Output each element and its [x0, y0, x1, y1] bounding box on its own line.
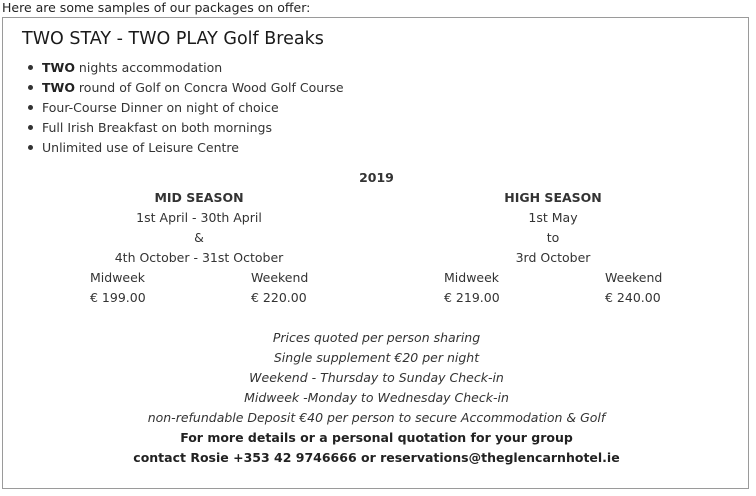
note-line: Prices quoted per person sharing — [272, 330, 481, 345]
high-season-weekend-price: € 240.00 — [605, 290, 661, 305]
mid-season-date-end: 4th October - 31st October — [114, 250, 284, 265]
note-line: Single supplement €20 per night — [273, 350, 480, 365]
mid-season-weekend-price: € 220.00 — [251, 290, 307, 305]
bullet-icon — [28, 105, 33, 110]
package-title: TWO STAY - TWO PLAY Golf Breaks — [22, 29, 324, 49]
high-season-title: HIGH SEASON — [504, 190, 602, 205]
mid-season-date-join: & — [194, 230, 204, 245]
high-season-midweek-price: € 219.00 — [444, 290, 500, 305]
high-season-date-end: 3rd October — [515, 250, 591, 265]
bullet-icon — [28, 85, 33, 90]
feature-item: Full Irish Breakfast on both mornings — [22, 118, 344, 138]
contact-line: For more details or a personal quotation for your group — [180, 430, 573, 445]
mid-season-title: MID SEASON — [154, 190, 244, 205]
feature-item: TWO nights accommodation — [22, 58, 344, 78]
feature-item: TWO round of Golf on Concra Wood Golf Course — [22, 78, 344, 98]
mid-season-midweek-price: € 199.00 — [90, 290, 146, 305]
feature-item: Four-Course Dinner on night of choice — [22, 98, 344, 118]
high-season-midweek-label: Midweek — [444, 270, 500, 285]
feature-list — [22, 58, 344, 158]
note-line: non-refundable Deposit €40 per person to secure Accommodation & Golf — [147, 410, 606, 425]
notes-block — [3, 328, 750, 468]
feature-item: Unlimited use of Leisure Centre — [22, 138, 344, 158]
price-year: 2019 — [359, 170, 394, 185]
intro-text: Here are some samples of our packages on offer: — [2, 0, 311, 15]
contact-line: contact Rosie +353 42 9746666 or reservations@theglencarnhotel.ie — [133, 450, 620, 465]
bullet-icon — [28, 125, 33, 130]
high-season-weekend-label: Weekend — [605, 270, 663, 285]
high-season-date-start: 1st May — [528, 210, 578, 225]
bullet-icon — [28, 145, 33, 150]
mid-season-midweek-label: Midweek — [90, 270, 146, 285]
package-box — [2, 17, 749, 489]
mid-season-date-start: 1st April - 30th April — [136, 210, 262, 225]
note-line: Weekend - Thursday to Sunday Check-in — [249, 370, 504, 385]
high-season-date-join: to — [546, 230, 560, 245]
bullet-icon — [28, 65, 33, 70]
mid-season-weekend-label: Weekend — [251, 270, 309, 285]
note-line: Midweek -Monday to Wednesday Check-in — [244, 390, 509, 405]
